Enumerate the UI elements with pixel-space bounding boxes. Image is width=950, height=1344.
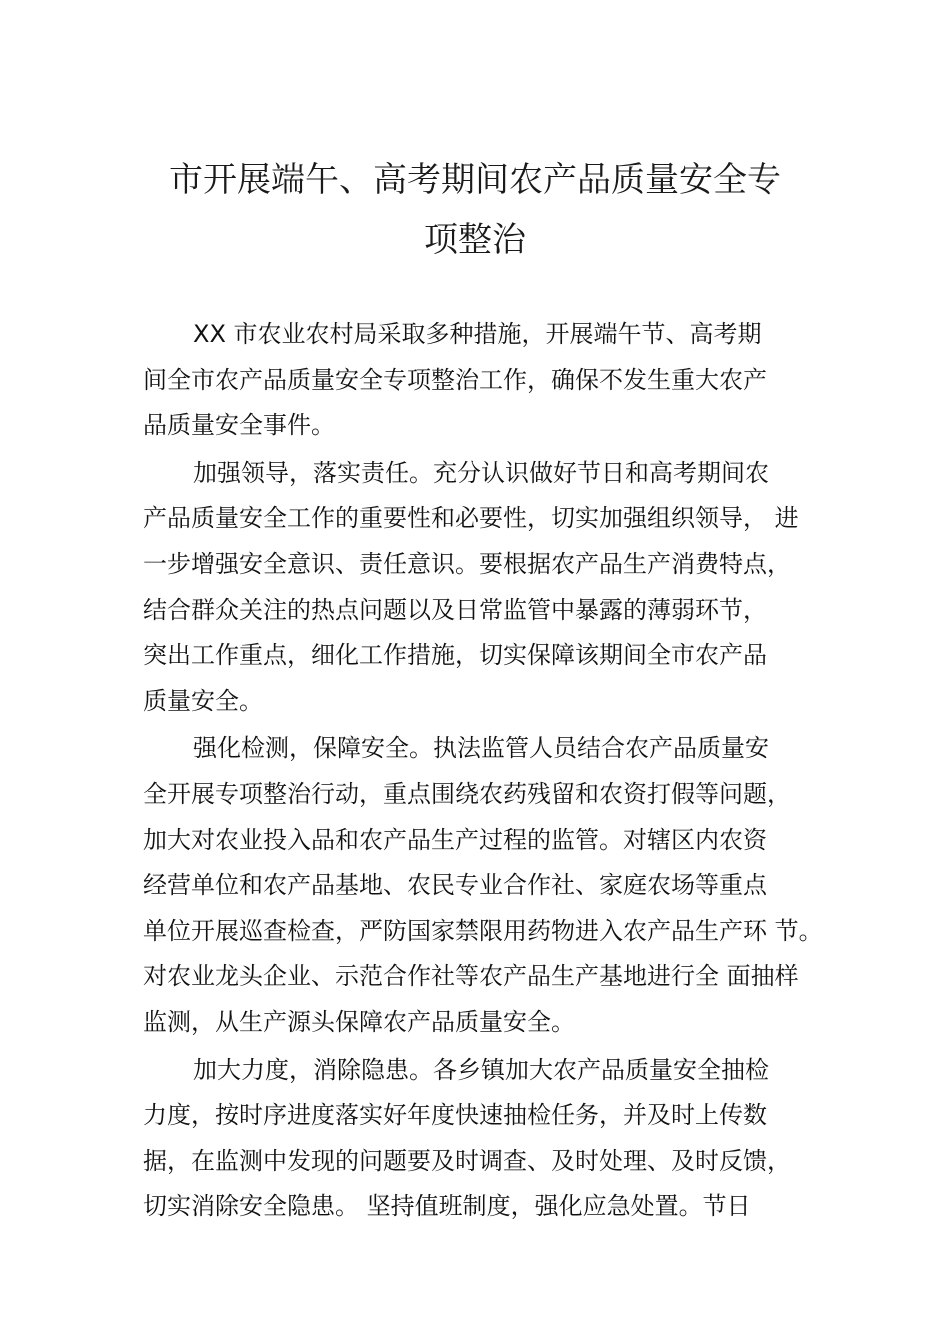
- paragraph-intro: [143, 312, 843, 449]
- document-title: [0, 150, 950, 270]
- text-line: 监测，从生产源头保障农产品质量安全。: [143, 1007, 575, 1036]
- text-line: 强化检测，保障安全。执法监管人员结合农产品质量安: [193, 734, 769, 763]
- text-line: 全开展专项整治行动，重点围绕农药残留和农资打假等问题，: [143, 779, 791, 808]
- text-line: 质量安全。: [143, 686, 263, 715]
- text-line: 突出工作重点，细化工作措施，切实保障该期间全市农产品: [143, 641, 767, 670]
- text-line: 据，在监测中发现的问题要及时调查、及时处理、及时反馈，: [143, 1146, 791, 1175]
- text-line: 间全市农产品质量安全专项整治工作，确保不发生重大农产: [143, 365, 767, 394]
- text-line: 一步增强安全意识、责任意识。要根据农产品生产消费特点，: [143, 549, 791, 578]
- text-line: 品质量安全事件。: [143, 411, 335, 440]
- paragraph-hazards: [143, 1048, 843, 1230]
- text-line: 经营单位和农产品基地、农民专业合作社、家庭农场等重点: [143, 871, 767, 900]
- text-line: XX 市农业农村局采取多种措施，开展端午节、高考期: [193, 320, 762, 348]
- text-line: 结合群众关注的热点问题以及日常监管中暴露的薄弱环节，: [143, 595, 767, 624]
- text-line: 力度，按时序进度落实好年度快速抽检任务，并及时上传数: [143, 1101, 767, 1130]
- text-line: 加强领导，落实责任。充分认识做好节日和高考期间农: [193, 458, 769, 487]
- text-line: 加大对农业投入品和农产品生产过程的监管。对辖区内农资: [143, 825, 767, 854]
- title-line-1: 市开展端午、高考期间农产品质量安全专: [169, 160, 781, 200]
- paragraph-testing: [143, 726, 843, 1045]
- document-body: [143, 312, 843, 1232]
- text-line: 切实消除安全隐患。 坚持值班制度，强化应急处置。节日: [143, 1192, 751, 1221]
- text-line: 产品质量安全工作的重要性和必要性，切实加强组织领导， 进: [143, 504, 799, 533]
- text-line: 单位开展巡查检查，严防国家禁限用药物进入农产品生产环 节。: [143, 916, 823, 945]
- text-line: 加大力度，消除隐患。各乡镇加大农产品质量安全抽检: [193, 1055, 769, 1084]
- text-line: 对农业龙头企业、示范合作社等农产品生产基地进行全 面抽样: [143, 962, 799, 991]
- paragraph-leadership: [143, 451, 843, 725]
- title-line-2: 项整治: [424, 220, 526, 260]
